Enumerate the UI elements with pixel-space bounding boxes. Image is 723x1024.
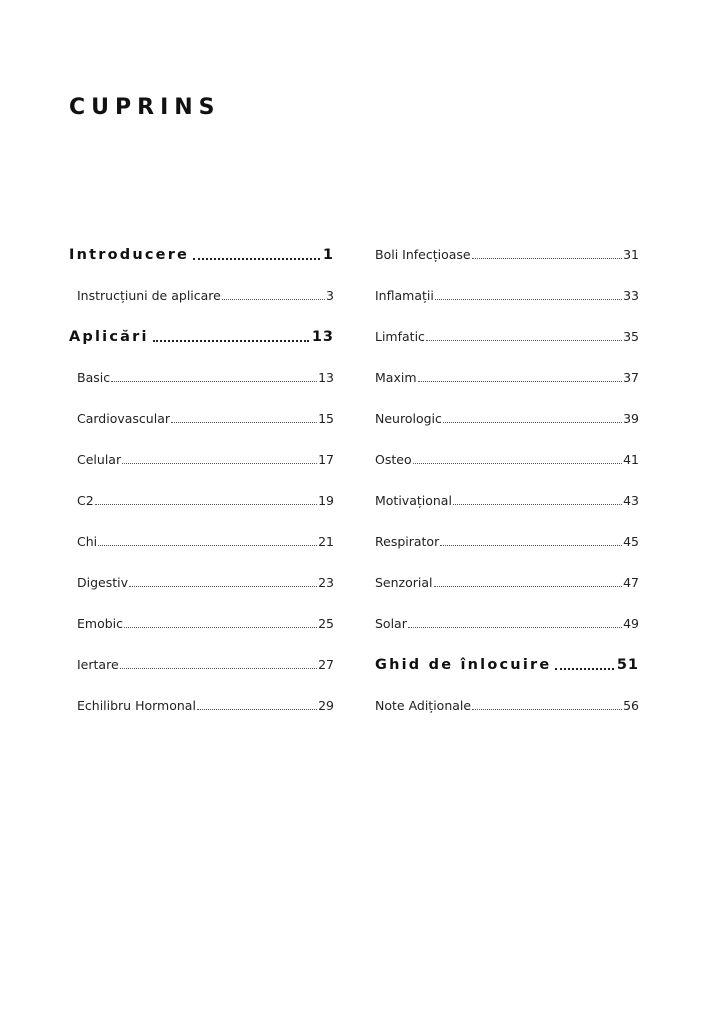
toc-entry-page: 23 <box>318 575 334 590</box>
toc-entry-label: Cardiovascular <box>77 411 170 426</box>
toc-entry[interactable] <box>375 603 639 644</box>
dot-leader <box>413 462 623 464</box>
toc-entry[interactable] <box>69 357 334 398</box>
toc-entry-page: 41 <box>623 452 639 467</box>
dot-leader <box>120 667 317 669</box>
toc-entry-label: Chi <box>77 534 98 549</box>
toc-entry-label: Respirator <box>375 534 440 549</box>
toc-entry-page: 19 <box>318 493 334 508</box>
toc-entry[interactable] <box>375 521 639 562</box>
toc-entry-label: Neurologic <box>375 411 442 426</box>
toc-entry[interactable] <box>69 685 334 726</box>
dot-leader <box>472 708 622 710</box>
toc-section-entry[interactable] <box>69 234 334 275</box>
toc-entry-page: 37 <box>623 370 639 385</box>
toc-entry[interactable] <box>69 603 334 644</box>
dot-leader <box>440 544 622 546</box>
dot-leader <box>124 626 317 628</box>
toc-entry-page: 31 <box>623 247 639 262</box>
toc-entry-page: 51 <box>616 656 639 673</box>
toc-entry-page: 35 <box>623 329 639 344</box>
toc-entry[interactable] <box>375 480 639 521</box>
toc-entry-page: 1 <box>322 246 334 263</box>
toc-entry-page: 27 <box>318 657 334 672</box>
toc-entry-label: Aplicări <box>69 328 149 345</box>
toc-entry-label: Ghid de înlocuire <box>375 656 552 673</box>
toc-entry-page: 56 <box>623 698 639 713</box>
toc-entry-page: 13 <box>318 370 334 385</box>
toc-entry[interactable] <box>375 357 639 398</box>
toc-entry-page: 49 <box>623 616 639 631</box>
toc-entry-page: 33 <box>623 288 639 303</box>
dot-leader <box>129 585 317 587</box>
dot-leader <box>122 462 317 464</box>
page-title: CUPRINS <box>69 95 221 120</box>
toc-entry-page: 25 <box>318 616 334 631</box>
dot-leader <box>434 585 623 587</box>
toc-entry[interactable] <box>375 562 639 603</box>
dot-leader <box>453 503 622 505</box>
toc-entry-label: Celular <box>77 452 122 467</box>
toc-entry-label: Basic <box>77 370 111 385</box>
toc-entry[interactable] <box>375 439 639 480</box>
toc-entry-label: Note Adiționale <box>375 698 472 713</box>
toc-entry[interactable] <box>69 398 334 439</box>
toc-entry-label: Instrucțiuni de aplicare <box>77 288 221 303</box>
dot-leader <box>222 298 325 300</box>
dot-leader <box>472 257 622 259</box>
dot-leader <box>408 626 622 628</box>
toc-entry[interactable] <box>69 562 334 603</box>
toc-entry-label: Boli Infecțioase <box>375 247 471 262</box>
toc-entry-label: Motivațional <box>375 493 452 508</box>
dot-leader <box>95 503 317 505</box>
dot-leader <box>418 380 623 382</box>
toc-entry-label: Limfatic <box>375 329 425 344</box>
toc-entry[interactable] <box>375 316 639 357</box>
toc-entry-page: 13 <box>311 328 334 345</box>
toc-entry[interactable] <box>69 439 334 480</box>
toc-entry[interactable] <box>375 398 639 439</box>
toc-entry-page: 21 <box>318 534 334 549</box>
toc-entry-page: 3 <box>326 288 334 303</box>
toc-entry[interactable] <box>375 275 639 316</box>
toc-entry-page: 29 <box>318 698 334 713</box>
toc-entry-label: Emobic <box>77 616 124 631</box>
toc-entry-label: Maxim <box>375 370 417 385</box>
toc-entry-page: 47 <box>623 575 639 590</box>
toc-entry-page: 17 <box>318 452 334 467</box>
toc-entry-label: Introducere <box>69 246 190 263</box>
toc-entry-page: 15 <box>318 411 334 426</box>
dot-leader <box>98 544 317 546</box>
dot-leader <box>171 421 317 423</box>
toc-entry-label: Digestiv <box>77 575 129 590</box>
toc-entry-label: Osteo <box>375 452 412 467</box>
toc-entry-label: Senzorial <box>375 575 433 590</box>
toc-entry-label: Echilibru Hormonal <box>77 698 196 713</box>
toc-entry-page: 45 <box>623 534 639 549</box>
toc-entry-label: Iertare <box>77 657 119 672</box>
toc-entry-label: Inflamații <box>375 288 434 303</box>
toc-entry-page: 43 <box>623 493 639 508</box>
toc-entry[interactable] <box>375 685 639 726</box>
dot-leader <box>193 257 320 260</box>
toc-entry-label: Solar <box>375 616 407 631</box>
toc-section-entry[interactable] <box>375 644 639 685</box>
dot-leader <box>435 298 622 300</box>
toc-entry[interactable] <box>375 234 639 275</box>
toc-entry-page: 39 <box>623 411 639 426</box>
toc-entry[interactable] <box>69 644 334 685</box>
dot-leader <box>111 380 317 382</box>
toc-entry[interactable] <box>69 480 334 521</box>
dot-leader <box>197 708 317 710</box>
toc-section-entry[interactable] <box>69 316 334 357</box>
dot-leader <box>426 339 622 341</box>
dot-leader <box>443 421 622 423</box>
toc-entry-label: C2 <box>77 493 94 508</box>
toc-entry[interactable] <box>69 521 334 562</box>
dot-leader <box>555 667 613 670</box>
dot-leader <box>153 339 309 342</box>
toc-entry[interactable] <box>69 275 334 316</box>
